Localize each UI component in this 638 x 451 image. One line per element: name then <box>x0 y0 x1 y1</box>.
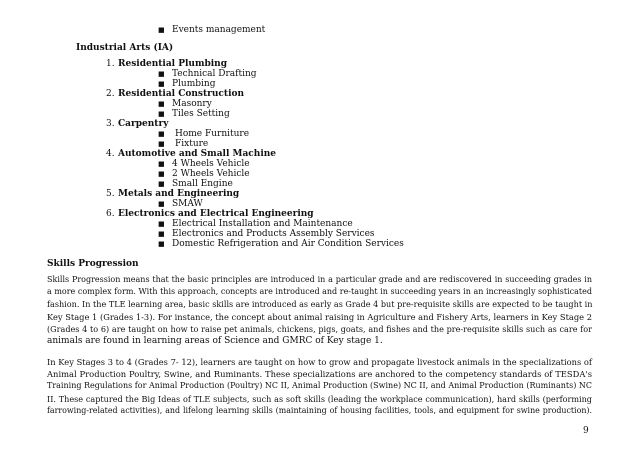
paragraph-line: II. These captured the Big Ideas of TLE subjects, such as soft skills (leading the workplace communication), hard skills (performing <box>47 393 592 404</box>
list-item: SMAW <box>172 199 203 209</box>
page-number: 9 <box>583 426 589 436</box>
bullet-icon: ■ <box>158 80 165 88</box>
bullet-icon: ■ <box>158 180 165 188</box>
list-item: Masonry <box>172 99 212 109</box>
list-item: Electrical Installation and Maintenance <box>172 219 353 229</box>
area-number: 3. <box>106 119 115 129</box>
list-item: Electronics and Products Assembly Services <box>172 229 375 239</box>
list-item: 4 Wheels Vehicle <box>172 159 250 169</box>
paragraph-line: animals are found in learning areas of Science and GMRC of Key stage 1. <box>47 336 383 347</box>
paragraph-line: Skills Progression means that the basic principles are introduced in a particular grade and are rediscovered in succeeding grades in <box>47 275 592 284</box>
list-item: Small Engine <box>172 179 233 189</box>
paragraph-line: Animal Production Poultry, Swine, and Ruminants. These specializations are anchored to the competency standards of TESDA's <box>47 369 592 380</box>
paragraph-line: In Key Stages 3 to 4 (Grades 7- 12), learners are taught on how to grow and propagate livestock animals in the specializations of <box>47 357 592 367</box>
bullet-icon: ■ <box>158 240 165 248</box>
list-item: Home Furniture <box>175 129 250 139</box>
paragraph-line: Key Stage 1 (Grades 1-3). For instance, the concept about animal raising in Agriculture and Fishery Arts, learners in Key Stage 2 <box>47 311 592 322</box>
list-item: Technical Drafting <box>172 69 257 79</box>
area-number: 5. <box>106 189 115 199</box>
area-number: 1. <box>106 59 115 69</box>
area-title: Residential Plumbing <box>118 59 228 69</box>
area-title: Carpentry <box>118 119 169 129</box>
bullet-icon: ■ <box>158 70 165 78</box>
area-title: Automotive and Small Machine <box>118 149 277 159</box>
paragraph-line: Training Regulations for Animal Production (Poultry) NC II, Animal Production (Swine) NC II, and Animal Production (Ruminants) NC <box>47 381 592 391</box>
paragraph-1 <box>47 274 592 347</box>
paragraph-line: fashion. In the TLE learning area, basic skills are introduced as early as Grade 4 but pre-requisite skills are expected to be taught in <box>47 299 593 310</box>
paragraph-2 <box>47 356 592 417</box>
area-title: Residential Construction <box>118 89 245 99</box>
area-title: Electronics and Electrical Engineering <box>118 209 314 219</box>
area-number: 4. <box>106 149 115 159</box>
paragraph-line: (Grades 4 to 6) are taught on how to raise pet animals, chickens, pigs, goats, and fishes and the pre-requisite skills such as care for <box>47 323 592 334</box>
bullet-icon: ■ <box>158 100 165 108</box>
paragraph-line: a more complex form. With this approach, concepts are introduced and re-taught in succeeding years in an increasingly sophisticated <box>47 287 592 297</box>
bullet-icon: ■ <box>158 26 165 34</box>
list-item: Tiles Setting <box>172 109 230 119</box>
bullet-icon: ■ <box>158 230 165 238</box>
area-title: Metals and Engineering <box>118 189 240 199</box>
list-item: 2 Wheels Vehicle <box>172 169 250 179</box>
bullet-icon: ■ <box>158 200 165 208</box>
top-bullet-text: Events management <box>172 25 266 35</box>
paragraph-line: farrowing-related activities), and lifelong learning skills (maintaining of housing facilities, tools, and equipment for swine production). <box>47 405 592 415</box>
bullet-icon: ■ <box>158 140 165 148</box>
bullet-icon: ■ <box>158 130 165 138</box>
area-number: 2. <box>106 89 115 99</box>
bullet-icon: ■ <box>158 170 165 178</box>
list-item: Fixture <box>175 139 209 149</box>
list-item: Plumbing <box>172 79 216 89</box>
area-number: 6. <box>106 209 115 219</box>
bullet-icon: ■ <box>158 160 165 168</box>
bullet-icon: ■ <box>158 220 165 228</box>
section-title: Industrial Arts (IA) <box>76 43 174 53</box>
skills-progression-heading: Skills Progression <box>47 259 139 269</box>
list-item: Domestic Refrigeration and Air Condition Services <box>172 239 404 249</box>
bullet-icon: ■ <box>158 110 165 118</box>
